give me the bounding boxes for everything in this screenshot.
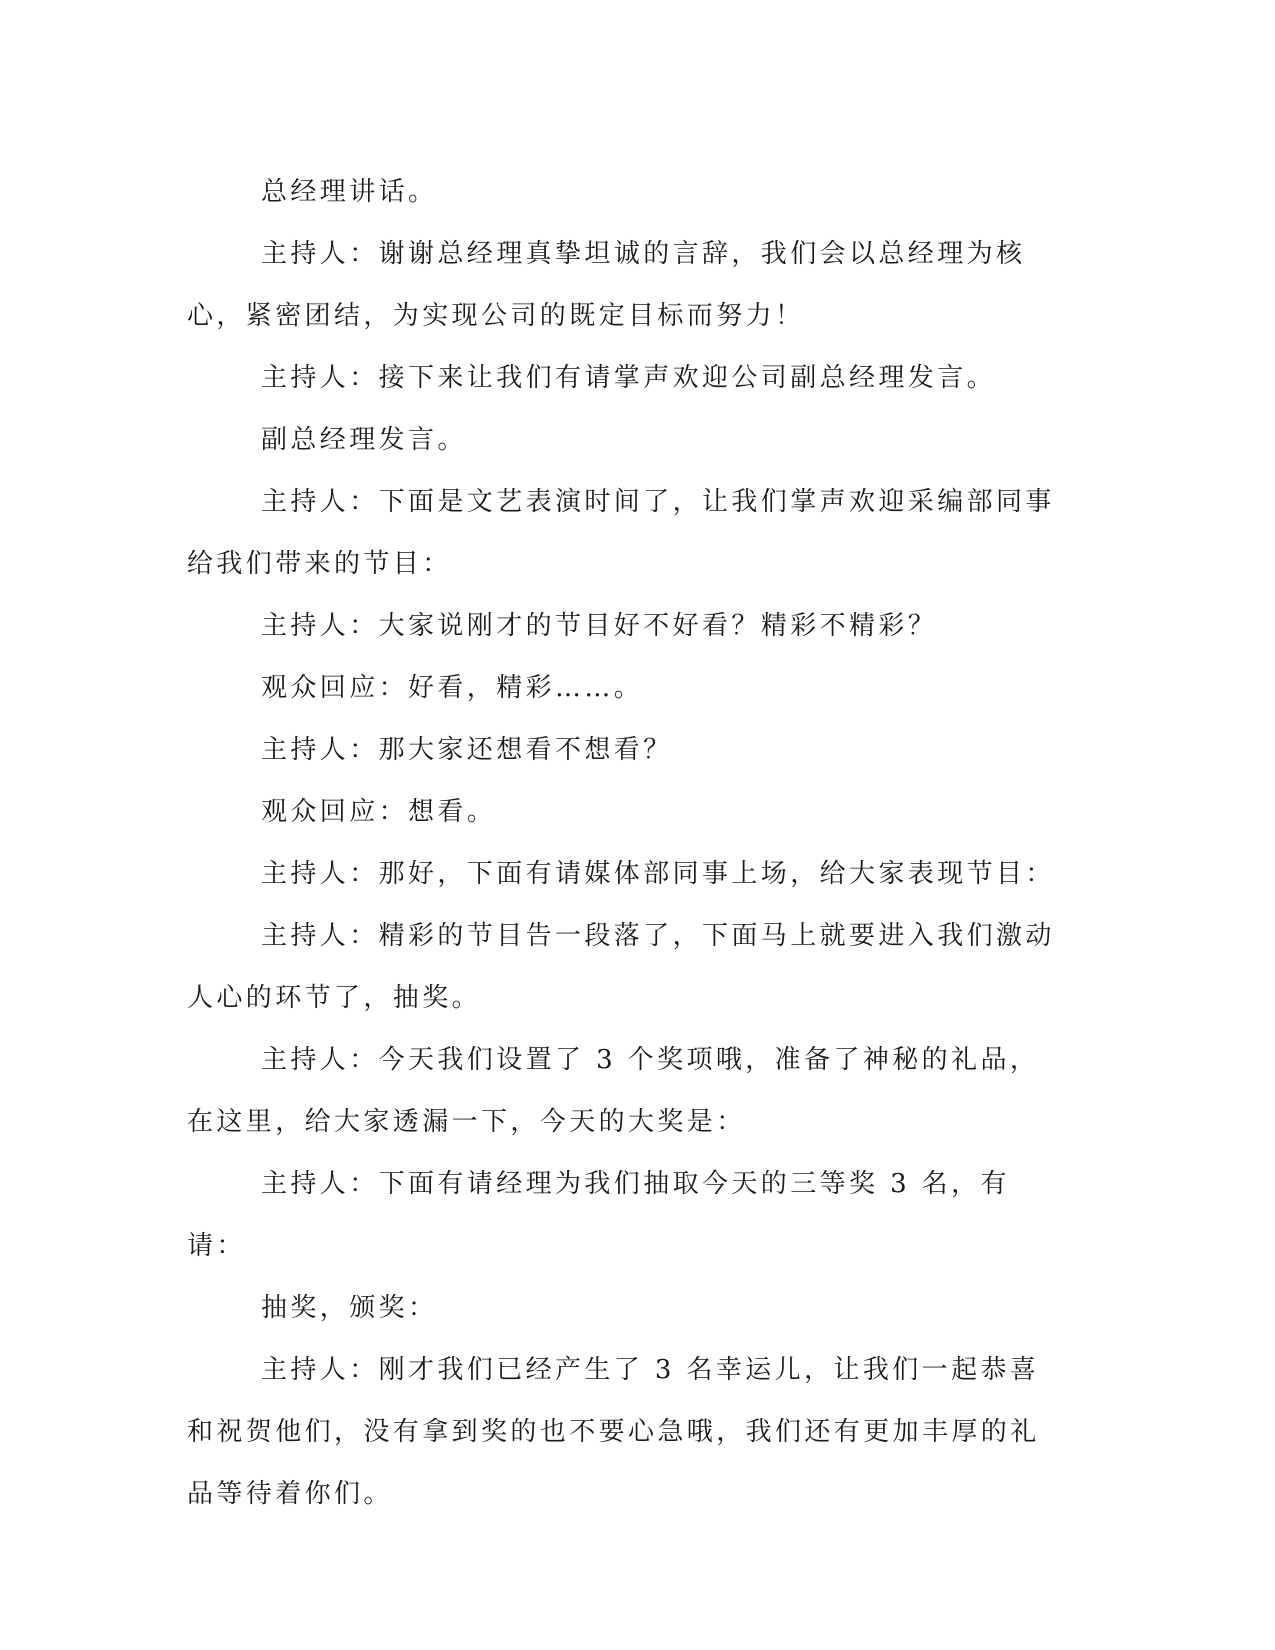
paragraph-gm-speech: 总经理讲话。: [261, 177, 438, 207]
paragraph-host-invite-deputy-gm: 主持人：接下来让我们有请掌声欢迎公司副总经理发言。: [261, 363, 997, 393]
paragraph-host-lottery-intro: 主持人：精彩的节目告一段落了，下面马上就要进入我们激动人心的环节了，抽奖。: [187, 921, 1055, 1013]
paragraph-audience-response-2: 观众回应：想看。: [261, 797, 497, 827]
paragraph-host-ask-more: 主持人：那大家还想看不想看？: [261, 735, 673, 765]
paragraph-host-ask-audience: 主持人：大家说刚才的节目好不好看？精彩不精彩？: [261, 611, 938, 641]
paragraph-audience-response-1: 观众回应：好看，精彩……。: [261, 673, 644, 703]
paragraph-lottery-award: 抽奖，颁奖：: [261, 1293, 438, 1323]
document-body: [187, 161, 1067, 1525]
paragraph-host-congratulate: 主持人：刚才我们已经产生了 3 名幸运儿，让我们一起恭喜和祝贺他们，没有拿到奖的也不要心急哦，我们还有更加丰厚的礼品等待着你们。: [187, 1355, 1040, 1509]
paragraph-host-third-prize: 主持人：下面有请经理为我们抽取今天的三等奖 3 名，有请：: [187, 1169, 1010, 1261]
paragraph-host-prizes: 主持人：今天我们设置了 3 个奖项哦，准备了神秘的礼品，在这里，给大家透漏一下，今天的大奖是：: [187, 1045, 1040, 1137]
paragraph-deputy-gm-speech: 副总经理发言。: [261, 425, 467, 455]
paragraph-host-media-dept: 主持人：那好，下面有请媒体部同事上场，给大家表现节目：: [261, 859, 1055, 889]
paragraph-host-thanks-gm: 主持人：谢谢总经理真挚坦诚的言辞，我们会以总经理为核心，紧密团结，为实现公司的既定目标而努力！: [187, 239, 1026, 331]
paragraph-host-performance-intro: 主持人：下面是文艺表演时间了，让我们掌声欢迎采编部同事给我们带来的节目：: [187, 487, 1055, 579]
